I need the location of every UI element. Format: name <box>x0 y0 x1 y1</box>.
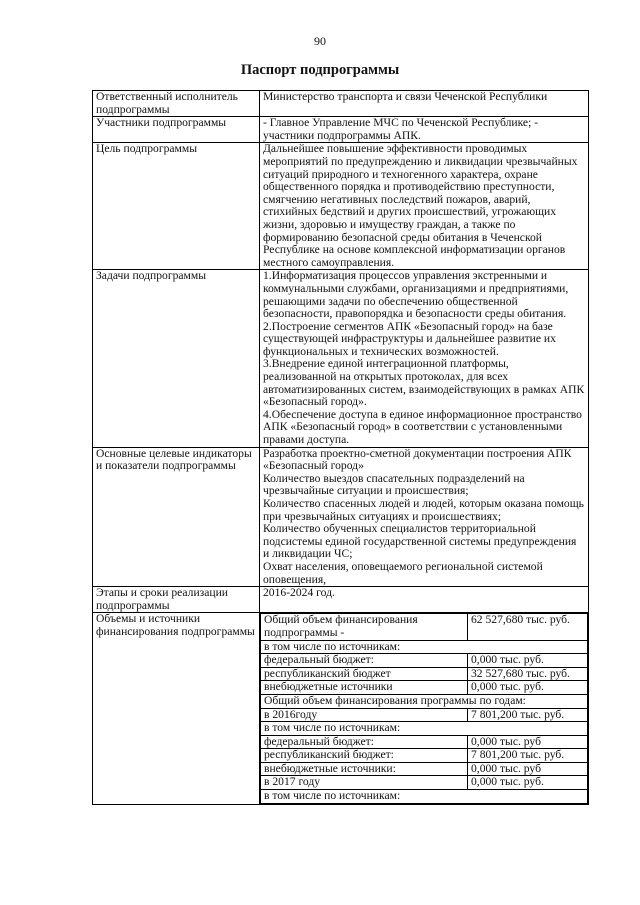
task-item: 3.Внедрение единой интеграционной платформы, реализованной на открытых протоколах, для всех автоматизированных систем, взаимодействующих в рамках АПК «Безопасный город». <box>263 357 585 409</box>
row-label: Цель подпрограммы <box>93 143 260 270</box>
indicator-item: Количество обученных специалистов территориальной подсистемы единой государственной системы предупреждения и ликвидации ЧС; <box>263 522 577 561</box>
row-label: Ответственный исполнитель подпрограммы <box>93 91 260 117</box>
fin-label: Общий объем финансирования программы по годам: <box>261 694 588 708</box>
fin-value: 32 527,680 тыс. руб. <box>468 667 588 681</box>
page-number: 90 <box>314 34 326 48</box>
fin-row-2016-federal <box>261 735 588 749</box>
fin-label: федеральный бюджет: <box>261 654 468 668</box>
indicator-item: Разработка проектно-сметной документации построения АПК «Безопасный город» <box>263 446 572 473</box>
indicator-item: Охват населения, оповещаемого региональной системой оповещения, <box>263 559 543 586</box>
row-label: Основные целевые индикаторы и показатели подпрограммы <box>93 447 260 587</box>
fin-value: 0,000 тыс. руб <box>468 762 588 776</box>
page-title: Паспорт подпрограммы <box>240 62 400 78</box>
fin-row-2017-sources <box>261 790 588 804</box>
fin-label: внебюджетные источники <box>261 681 468 695</box>
row-label: Участники подпрограммы <box>93 117 260 143</box>
fin-label: в том числе по источникам: <box>261 640 588 654</box>
fin-row-2016-sources <box>261 722 588 736</box>
fin-label: внебюджетные источники: <box>261 762 468 776</box>
table-row-indicators <box>93 447 589 587</box>
fin-value: 0,000 тыс. руб. <box>468 654 588 668</box>
table-row-goal <box>93 143 589 270</box>
fin-row-sources <box>261 640 588 654</box>
task-item: 2.Построение сегментов АПК «Безопасный город» на базе существующей инфраструктуры и дальнейшее развитие их функциональных и технических возможностей. <box>263 319 556 358</box>
fin-label: Общий объем финансирования подпрограммы - <box>261 614 468 640</box>
indicator-item: Количество выездов спасательных подразделений на чрезвычайные ситуации и происшествия; <box>263 471 525 498</box>
fin-label: республиканский бюджет: <box>261 749 468 763</box>
fin-value: 0,000 тыс. руб. <box>468 776 588 790</box>
row-label: Объемы и источники финансирования подпрограммы <box>93 613 260 804</box>
table-row-financing <box>93 613 589 804</box>
row-value: - Главное Управление МЧС по Чеченской Республике; - участники подпрограммы АПК. <box>260 117 589 143</box>
fin-label: в том числе по источникам: <box>261 722 588 736</box>
indicator-item: Количество спасенных людей и людей, которым оказана помощь при чрезвычайных ситуациях и происшествиях; <box>263 497 584 523</box>
row-value: Министерство транспорта и связи Чеченской Республики <box>260 91 589 117</box>
fin-row-2017 <box>261 776 588 790</box>
task-item: 4.Обеспечение доступа в единое информационное пространство АПК «Безопасный город» в соответствии с установленными правами доступа. <box>263 407 582 447</box>
row-label: Задачи подпрограммы <box>93 270 260 447</box>
row-value: 2016-2024 год. <box>260 587 589 613</box>
row-value <box>260 270 589 447</box>
fin-label: в 2016году <box>261 708 468 722</box>
table-row-participants <box>93 117 589 143</box>
table-row-executor <box>93 91 589 117</box>
row-label: Этапы и сроки реализации подпрограммы <box>93 587 260 613</box>
fin-row-federal <box>261 654 588 668</box>
financing-cell <box>260 613 589 804</box>
fin-label: федеральный бюджет: <box>261 735 468 749</box>
fin-label: в 2017 году <box>261 776 468 790</box>
fin-row-total <box>261 614 588 640</box>
table-row-stages <box>93 587 589 613</box>
row-value <box>260 447 589 587</box>
fin-value: 7 801,200 тыс. руб. <box>468 708 588 722</box>
fin-row-by-years <box>261 694 588 708</box>
fin-row-2016-offbudget <box>261 762 588 776</box>
fin-row-offbudget <box>261 681 588 695</box>
fin-value: 0,000 тыс. руб. <box>468 681 588 695</box>
fin-value: 0,000 тыс. руб <box>468 735 588 749</box>
fin-row-2016-republic <box>261 749 588 763</box>
fin-label: республиканский бюджет <box>261 667 468 681</box>
financing-table <box>260 613 588 803</box>
fin-row-2016 <box>261 708 588 722</box>
task-item: 1.Информатизация процессов управления экстренными и коммунальными службами, организациями и предприятиями, решающими задачи по обеспечению общественной безопасности, правопорядка и безопасности среды обитания. <box>263 269 569 321</box>
fin-value: 62 527,680 тыс. руб. <box>468 614 588 640</box>
row-value: Дальнейшее повышение эффективности проводимых мероприятий по предупреждению и ликвидации чрезвычайных ситуаций природного и техногенного характера, охране общественного порядка и противодействию преступности, смягчению негативных последствий пожаров, аварий, стихийных бедствий и других происшествий, угрожающих жизни, здоровью и имуществу граждан, а также по формированию безопасной среды обитания в Чеченской Республике на основе комплексной информатизации органов местного самоуправления. <box>260 143 589 270</box>
fin-row-republic <box>261 667 588 681</box>
passport-table <box>92 90 589 805</box>
table-row-tasks <box>93 270 589 447</box>
fin-label: в том числе по источникам: <box>261 790 588 804</box>
fin-value: 7 801,200 тыс. руб. <box>468 749 588 763</box>
